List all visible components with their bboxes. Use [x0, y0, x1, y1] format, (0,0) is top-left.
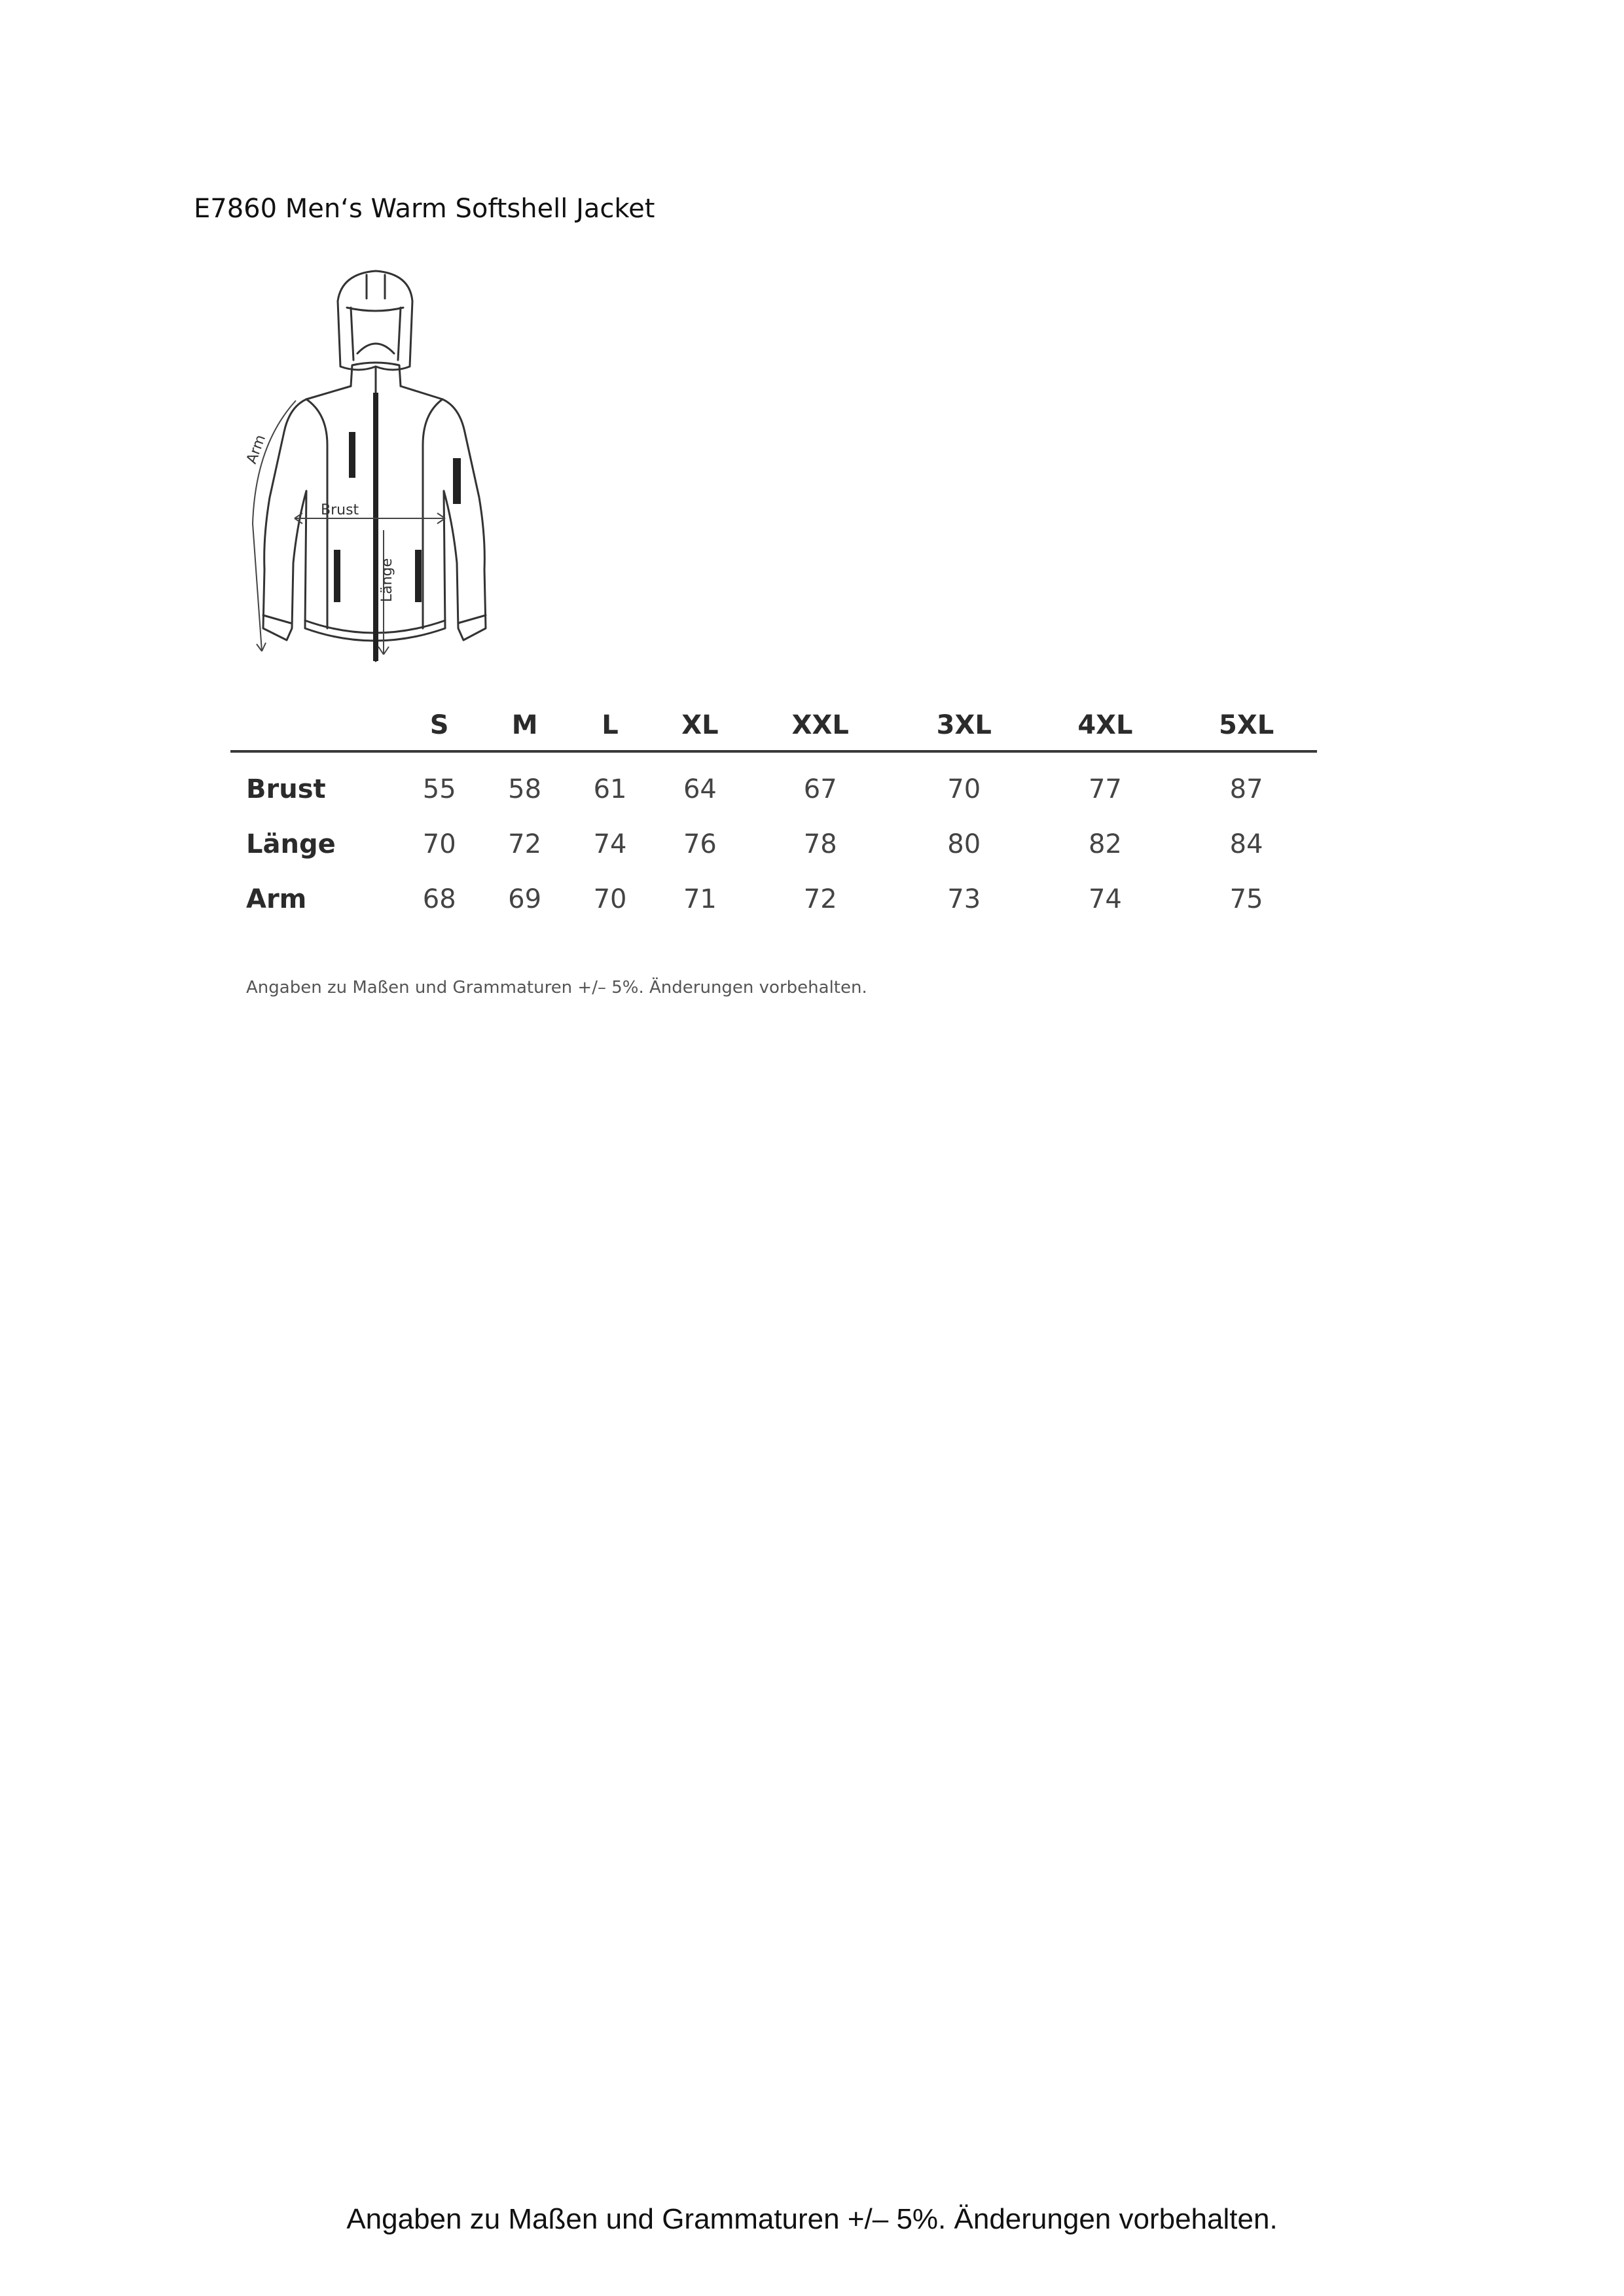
size-header-m: M: [482, 700, 567, 751]
size-header-row: [230, 700, 1317, 751]
table-cell: 68: [422, 884, 456, 914]
footer-note: Angaben zu Maßen und Grammaturen +/– 5%. Änderungen vorbehalten.: [346, 2203, 1278, 2235]
table-cell: 74: [1088, 884, 1122, 914]
table-cell: 70: [593, 884, 627, 914]
size-header-xl: XL: [653, 700, 747, 751]
table-cell: 69: [508, 884, 542, 914]
table-cell: 80: [947, 829, 981, 859]
table-cell: 77: [1088, 774, 1122, 804]
jacket-diagram: [229, 262, 517, 668]
table-cell: 78: [803, 829, 837, 859]
left-pocket-zipper: [334, 550, 340, 602]
table-cell: 70: [422, 829, 456, 859]
right-pocket-zipper: [415, 550, 422, 602]
table-cell: 87: [1229, 774, 1263, 804]
table-row-length: [230, 817, 1317, 872]
table-cell: 64: [683, 774, 717, 804]
table-row-arm: [230, 872, 1317, 927]
table-cell: 73: [947, 884, 981, 914]
size-table: [230, 700, 1317, 927]
chest-label: Brust: [321, 502, 359, 518]
table-cell: 61: [593, 774, 627, 804]
table-cell: 72: [803, 884, 837, 914]
size-header-5xl: 5XL: [1176, 700, 1317, 751]
table-cell: 58: [508, 774, 542, 804]
chest-pocket-zipper: [349, 432, 355, 478]
table-cell: 71: [683, 884, 717, 914]
table-cell: 72: [508, 829, 542, 859]
table-cell: 74: [593, 829, 627, 859]
table-cell: 82: [1088, 829, 1122, 859]
table-cell: 70: [947, 774, 981, 804]
table-note: Angaben zu Maßen und Grammaturen +/– 5%. Änderungen vorbehalten.: [246, 978, 867, 997]
row-label: Länge: [246, 829, 336, 859]
size-header-xxl: XXL: [748, 700, 893, 751]
table-cell: 75: [1229, 884, 1263, 914]
center-zipper: [373, 393, 378, 661]
size-header-l: L: [568, 700, 653, 751]
header-corner: [230, 700, 397, 751]
table-cell: 67: [803, 774, 837, 804]
table-cell: 84: [1229, 829, 1263, 859]
arm-label: Arm: [244, 433, 270, 467]
table-cell: 76: [683, 829, 717, 859]
hood-outline: [338, 271, 412, 370]
row-label: Arm: [246, 884, 307, 914]
table-cell: 55: [422, 774, 456, 804]
document-title: E7860 Men‘s Warm Softshell Jacket: [194, 194, 655, 224]
row-label: Brust: [246, 774, 326, 804]
table-row-chest: [230, 751, 1317, 817]
length-label: Länge: [379, 558, 395, 602]
size-header-4xl: 4XL: [1035, 700, 1176, 751]
sleeve-pocket-zipper: [453, 458, 461, 504]
size-header-3xl: 3XL: [893, 700, 1035, 751]
size-header-s: S: [397, 700, 482, 751]
